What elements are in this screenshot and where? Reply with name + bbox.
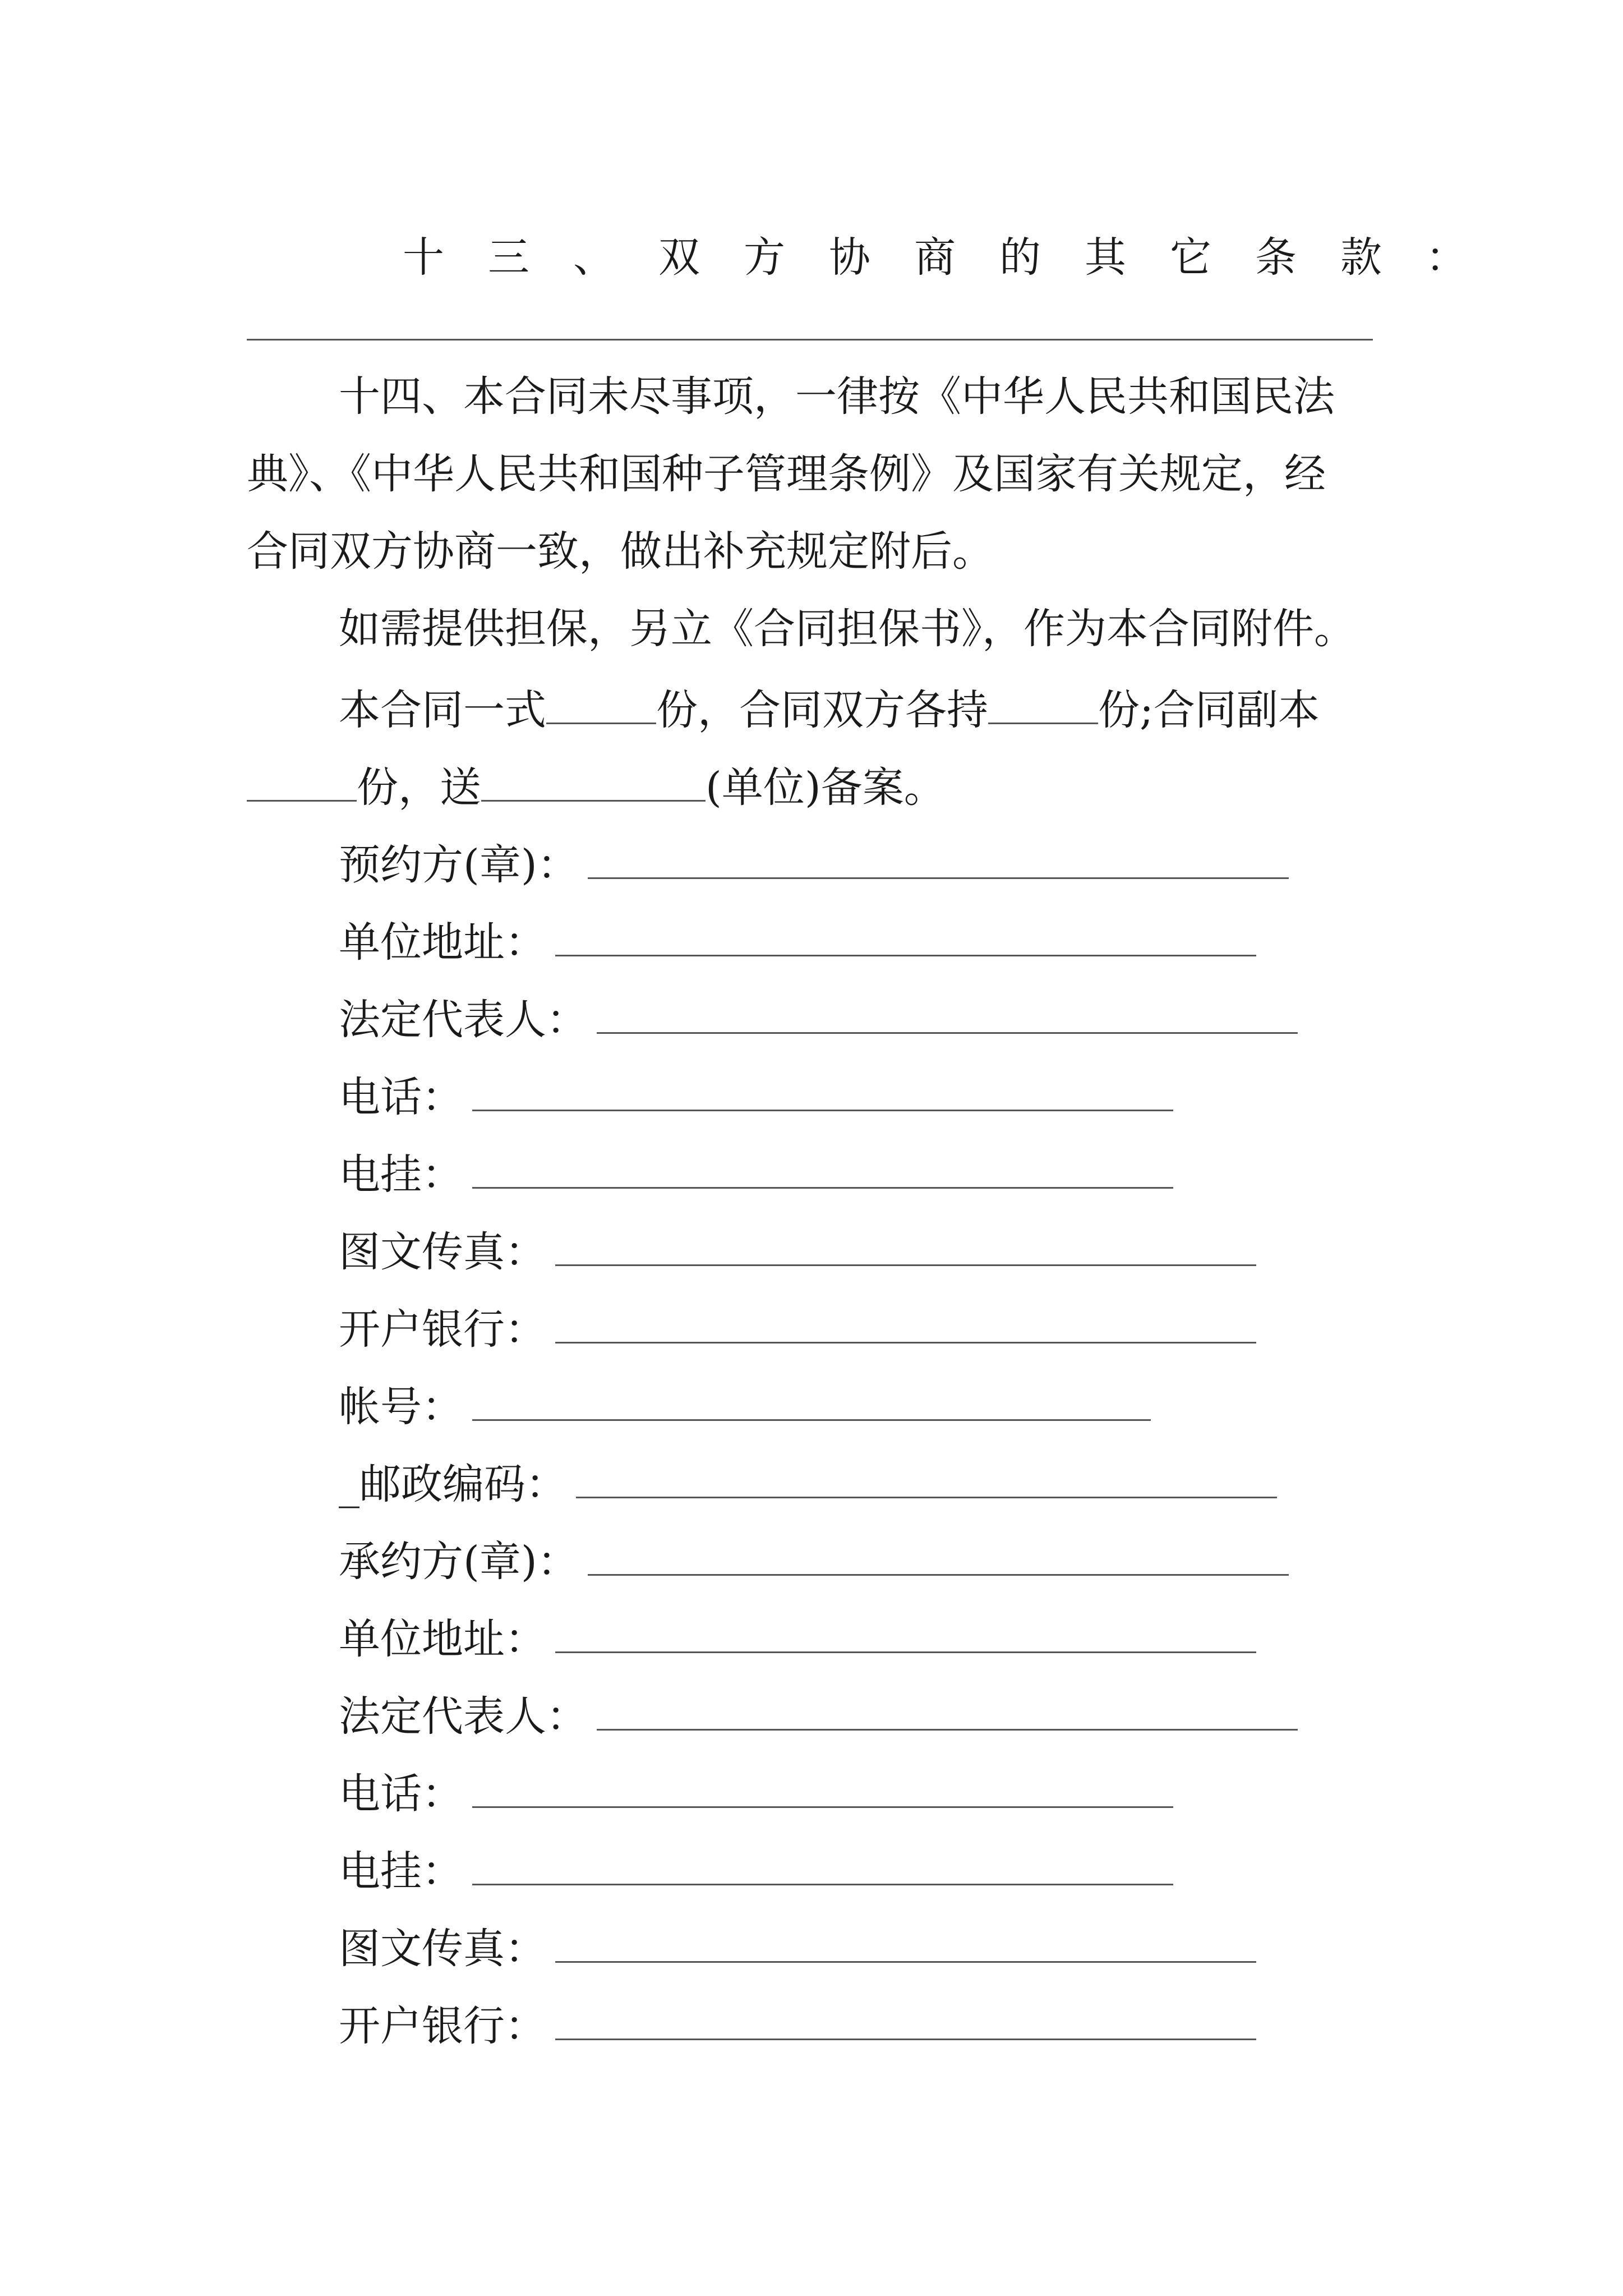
party-a-phone-label: 电话：: [339, 1073, 463, 1121]
party-a-postcode-field: [339, 1460, 1277, 1508]
party-a-rep-field: [339, 995, 1298, 1044]
copies-text-2: 份，合同双方各持: [656, 686, 988, 734]
party-b-bank-field: [339, 2001, 1256, 2050]
clause-13-blank-line[interactable]: [247, 339, 1373, 341]
copies-line-1: [339, 685, 1320, 734]
party-b-phone-blank[interactable]: [472, 1769, 1173, 1808]
party-a-address-field: [339, 918, 1256, 967]
party-a-phone-blank[interactable]: [472, 1073, 1173, 1111]
party-b-phone-field: [339, 1769, 1173, 1818]
copies-text-5: (单位)备案。: [706, 763, 946, 812]
party-a-fax-blank[interactable]: [555, 1227, 1256, 1266]
party-a-rep-blank[interactable]: [597, 995, 1298, 1034]
clause-14-line-3: 合同双方协商一致，做出补充规定附后。: [247, 527, 994, 576]
party-b-bank-label: 开户银行：: [339, 2002, 546, 2050]
party-a-rep-label: 法定代表人：: [339, 996, 588, 1044]
party-b-telegraph-label: 电挂：: [339, 1847, 463, 1895]
copies-text-4: 份，送: [357, 763, 481, 812]
party-a-address-blank[interactable]: [555, 918, 1256, 956]
clause-13-heading: 十三、双方协商的其它条款：: [403, 233, 1511, 282]
party-b-telegraph-blank[interactable]: [472, 1847, 1173, 1885]
party-a-address-label: 单位地址：: [339, 918, 546, 967]
party-a-name-blank[interactable]: [588, 840, 1289, 879]
party-a-bank-field: [339, 1305, 1256, 1354]
copies-duplicate-blank[interactable]: [247, 763, 357, 802]
party-b-rep-label: 法定代表人：: [339, 1692, 588, 1741]
copies-line-2: [247, 763, 946, 812]
party-b-name-blank[interactable]: [588, 1537, 1289, 1576]
party-a-telegraph-label: 电挂：: [339, 1151, 463, 1199]
party-b-telegraph-field: [339, 1847, 1173, 1895]
party-a-fax-label: 图文传真：: [339, 1228, 546, 1276]
party-a-fax-field: [339, 1227, 1256, 1276]
copies-each-blank[interactable]: [988, 685, 1098, 724]
copies-total-blank[interactable]: [546, 685, 656, 724]
party-b-name-label: 承约方(章)：: [339, 1538, 579, 1586]
guarantee-clause: 如需提供担保，另立《合同担保书》，作为本合同附件。: [339, 605, 1355, 653]
party-a-account-field: [339, 1382, 1151, 1431]
party-a-postcode-label: _邮政编码：: [339, 1460, 567, 1508]
party-b-rep-blank[interactable]: [597, 1692, 1298, 1731]
party-b-phone-label: 电话：: [339, 1770, 463, 1818]
party-b-fax-field: [339, 1924, 1256, 1973]
party-a-name-field: [339, 840, 1289, 889]
clause-14-line-2: 典》、《中华人民共和国种子管理条例》及国家有关规定，经: [247, 450, 1326, 498]
party-a-bank-label: 开户银行：: [339, 1305, 546, 1354]
copies-recipient-blank[interactable]: [481, 763, 706, 802]
party-b-fax-label: 图文传真：: [339, 1925, 546, 1973]
party-a-telegraph-field: [339, 1150, 1173, 1199]
party-b-address-label: 单位地址：: [339, 1615, 546, 1663]
party-a-account-blank[interactable]: [472, 1382, 1151, 1421]
copies-text-3: 份;合同副本: [1098, 686, 1320, 734]
party-a-phone-field: [339, 1073, 1173, 1121]
party-b-address-blank[interactable]: [555, 1614, 1256, 1653]
party-a-telegraph-blank[interactable]: [472, 1150, 1173, 1189]
clause-14-line-1: 十四、本合同未尽事项，一律按《中华人民共和国民法: [339, 372, 1335, 421]
party-a-bank-blank[interactable]: [555, 1305, 1256, 1343]
party-a-account-label: 帐号：: [339, 1383, 463, 1431]
copies-text-1: 本合同一式: [339, 686, 546, 734]
party-b-bank-blank[interactable]: [555, 2001, 1256, 2040]
party-b-name-field: [339, 1537, 1289, 1586]
party-b-rep-field: [339, 1692, 1298, 1741]
party-b-address-field: [339, 1614, 1256, 1663]
party-b-fax-blank[interactable]: [555, 1924, 1256, 1963]
party-a-name-label: 预约方(章)：: [339, 841, 579, 889]
party-a-postcode-blank[interactable]: [576, 1460, 1277, 1498]
